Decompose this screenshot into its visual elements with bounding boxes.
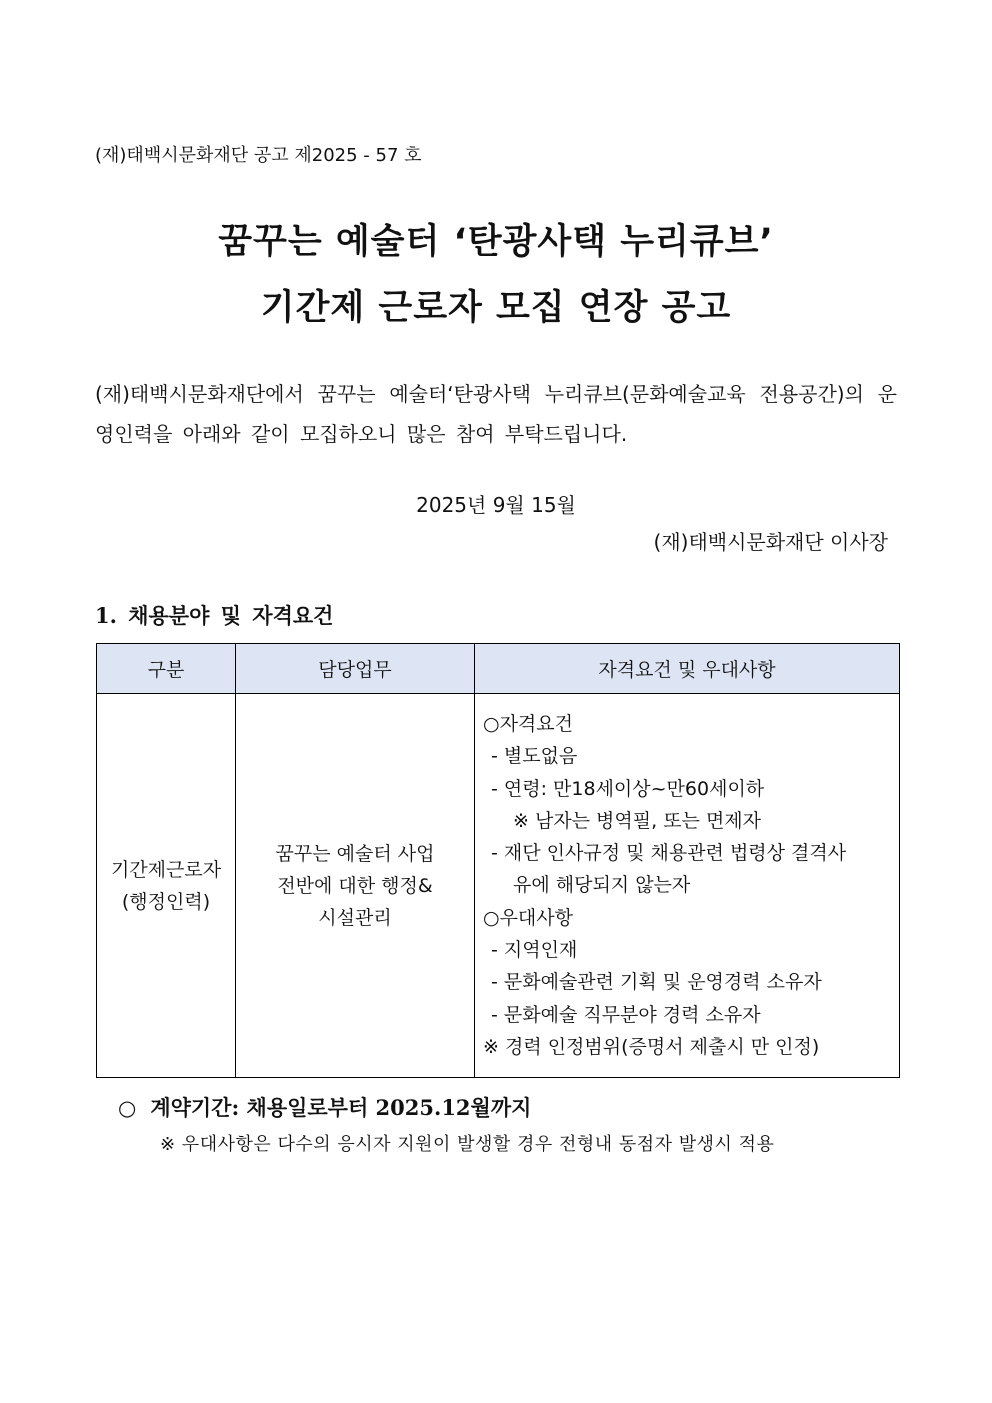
notice-number: (재)태백시문화재단 공고 제2025 - 57 호 xyxy=(95,145,422,166)
table-header-row xyxy=(97,644,900,694)
requirement-note: ※ 남자는 병역필, 또는 면제자 xyxy=(513,809,762,832)
preference-item: - 문화예술 직무분야 경력 소유자 xyxy=(491,1003,761,1026)
header-requirements: 자격요건 및 우대사항 xyxy=(475,644,900,694)
category-line-2: (행정인력) xyxy=(121,890,211,913)
footnote: ※ 우대사항은 다수의 응시자 지원이 발생할 경우 전형내 동점자 발생시 적용 xyxy=(160,1134,775,1155)
title-line-2: 기간제 근로자 모집 연장 공고 xyxy=(260,288,732,328)
section-title: 1. 채용분야 및 자격요건 xyxy=(95,603,334,628)
title-line-1: 꿈꾸는 예술터 ‘탄광사택 누리큐브’ xyxy=(218,222,774,262)
duty-line-2: 전반에 대한 행정& xyxy=(277,874,433,897)
circle-bullet: ○ xyxy=(118,1096,137,1120)
duty-line-1: 꿈꾸는 예술터 사업 xyxy=(275,842,435,865)
contract-period xyxy=(118,1092,531,1122)
requirement-item-continued: 유에 해당되지 않는자 xyxy=(513,874,691,897)
preference-item: - 지역인재 xyxy=(491,939,578,962)
requirement-item: - 재단 인사규정 및 채용관련 법령상 결격사 xyxy=(491,842,847,865)
contract-period-text: 계약기간: 채용일로부터 2025.12월까지 xyxy=(150,1095,532,1120)
requirement-item: - 연령: 만18세이상~만60세이하 xyxy=(491,777,765,800)
preference-note: ※ 경력 인정범위(증명서 제출시 만 인정) xyxy=(483,1035,820,1058)
duty-cell xyxy=(236,694,475,1078)
requirements-heading: ○자격요건 xyxy=(483,713,573,735)
requirements-table xyxy=(96,643,900,1078)
notice-date: 2025년 9월 15월 xyxy=(416,493,576,517)
table-row xyxy=(97,694,900,1078)
header-duty: 담당업무 xyxy=(236,644,475,694)
signer: (재)태백시문화재단 이사장 xyxy=(653,530,888,554)
requirements-cell xyxy=(475,694,900,1078)
category-cell xyxy=(97,694,236,1078)
preferences-heading: ○우대사항 xyxy=(483,906,573,929)
duty-line-3: 시설관리 xyxy=(318,906,392,929)
header-category: 구분 xyxy=(97,644,236,694)
category-line-1: 기간제근로자 xyxy=(110,858,222,881)
intro-paragraph: (재)태백시문화재단에서 꿈꾸는 예술터‘탄광사택 누리큐브(문화예술교육 전용공간)의 운영인력을 아래와 같이 모집하오니 많은 참여 부탁드립니다. xyxy=(95,382,897,446)
requirement-item: - 별도없음 xyxy=(491,745,578,768)
preference-item: - 문화예술관련 기획 및 운영경력 소유자 xyxy=(491,971,822,994)
